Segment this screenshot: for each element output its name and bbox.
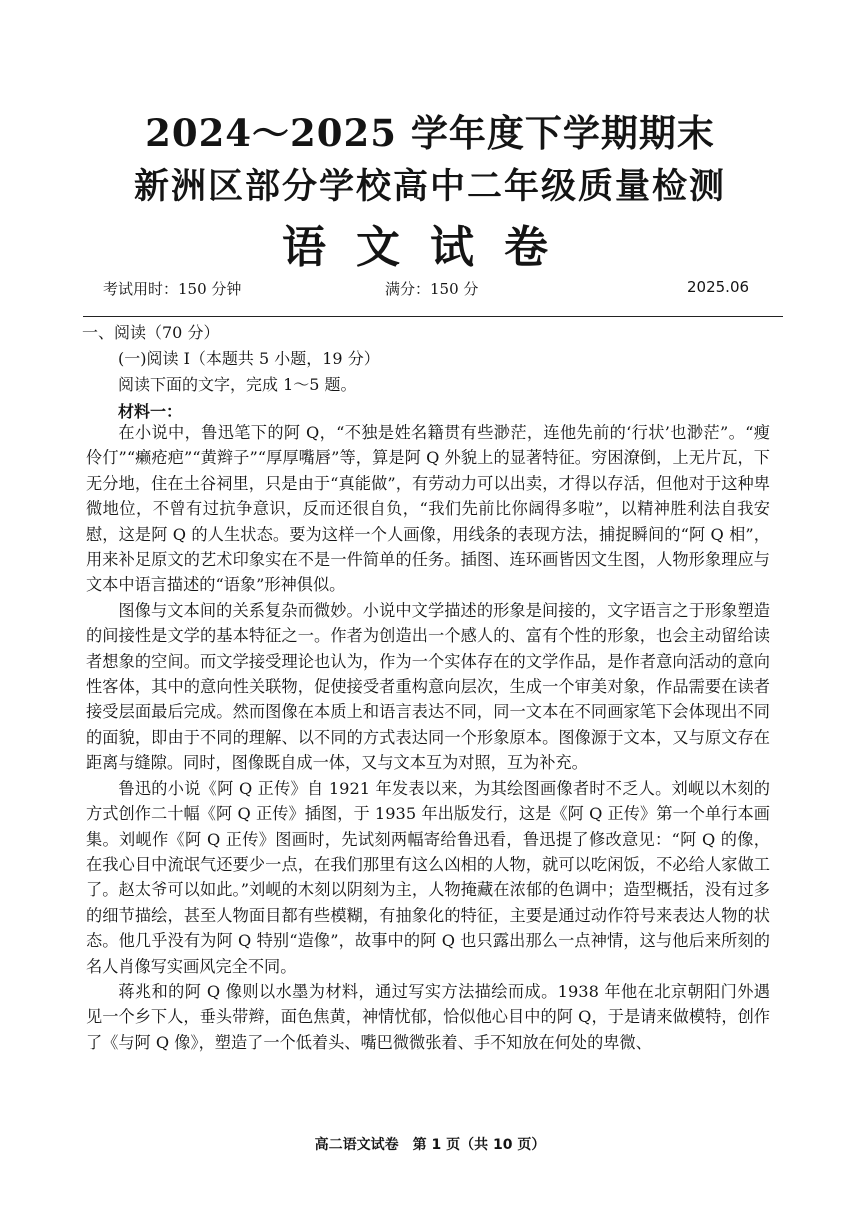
exam-title-line1: 2024～2025 学年度下学期期末 [145, 111, 715, 155]
passage-paragraph: 蒋兆和的阿 Q 像则以水墨为材料，通过写实方法描绘而成。1938 年他在北京朝阳门外遇见一个乡下人，垂头带辫，面色焦黄，神情忧郁，恰似他心目中的阿 Q，于是请来做模特，创作了《与阿 Q 像》，塑造了一个低着头、嘴巴微微张着、手不知放在何处的卑微、 [86, 981, 770, 1052]
header-divider [83, 316, 783, 317]
exam-title-line2: 新洲区部分学校高中二年级质量检测 [133, 166, 726, 207]
section-heading: 一、阅读（70 分） [82, 323, 220, 342]
material-label: 材料一： [118, 402, 183, 421]
full-score: 满分：150 分 [385, 280, 479, 298]
reading-instruction: 阅读下面的文字，完成 1～5 题。 [118, 375, 357, 394]
reading-passage [86, 420, 770, 1055]
exam-time: 考试用时：150 分钟 [103, 280, 242, 298]
subject-title: 语文试卷 [282, 222, 578, 273]
sub-section-heading: (一)阅读 I（本题共 5 小题，19 分） [118, 349, 380, 368]
exam-date: 2025.06 [687, 278, 750, 296]
passage-paragraph: 图像与文本间的关系复杂而微妙。小说中文学描述的形象是间接的，文字语言之于形象塑造的间接性是文学的基本特征之一。作者为创造出一个感人的、富有个性的形象，也会主动留给读者想象的空间。而文学接受理论也认为，作为一个实体存在的文学作品，是作者意向活动的意向性客体，其中的意向性关联物，促使接受者重构意向层次，生成一个审美对象，作品需要在读者接受层面最后完成。然而图像在本质上和语言表达不同，同一文本在不同画家笔下会体现出不同的面貌，即由于不同的理解、以不同的方式表达同一个形象原本。图像源于文本，又与原文存在距离与缝隙。同时，图像既自成一体，又与文本互为对照，互为补充。 [86, 600, 770, 773]
passage-paragraph: 鲁迅的小说《阿 Q 正传》自 1921 年发表以来，为其绘图画像者时不乏人。刘岘以木刻的方式创作二十幅《阿 Q 正传》插图，于 1935 年出版发行，这是《阿 Q 正传》第一个单行本画集。刘岘作《阿 Q 正传》图画时，先试刻两幅寄给鲁迅看，鲁迅提了修改意见：“阿 Q 的像，在我心目中流氓气还要少一点，在我们那里有这么凶相的人物，就可以吃闲饭，不必给人家做工了。赵太爷可以如此。”刘岘的木刻以阴刻为主，人物掩藏在浓郁的色调中；造型概括，没有过多的细节描绘，甚至人物面目都有些模糊，有抽象化的特征，主要是通过动作符号来表达人物的状态。他几乎没有为阿 Q 特别“造像”，故事中的阿 Q 也只露出那么一点神情，这与他后来所刻的名人肖像写实画风完全不同。 [86, 778, 770, 976]
page-footer: 高二语文试卷 第 1 页（共 10 页） [314, 1137, 546, 1153]
passage-paragraph: 在小说中，鲁迅笔下的阿 Q，“不独是姓名籍贯有些渺茫，连他先前的‘行状’也渺茫”。“瘦伶仃”“癞疮疤”“黄辫子”“厚厚嘴唇”等，算是阿 Q 外貌上的显著特征。穷困潦倒，上无片瓦，下无分地，住在土谷祠里，只是由于“真能做”，有劳动力可以出卖，才得以存活，但他对于这种卑微地位，不曾有过抗争意识，反而还很自负，“我们先前比你阔得多啦”，以精神胜利法自我安慰，这是阿 Q 的人生状态。要为这样一个人画像，用线条的表现方法，捕捉瞬间的“阿 Q 相”，用来补足原文的艺术印象实在不是一件简单的任务。插图、连环画皆因文生图，人物形象理应与文本中语言描述的“语象”形神俱似。 [86, 423, 770, 595]
